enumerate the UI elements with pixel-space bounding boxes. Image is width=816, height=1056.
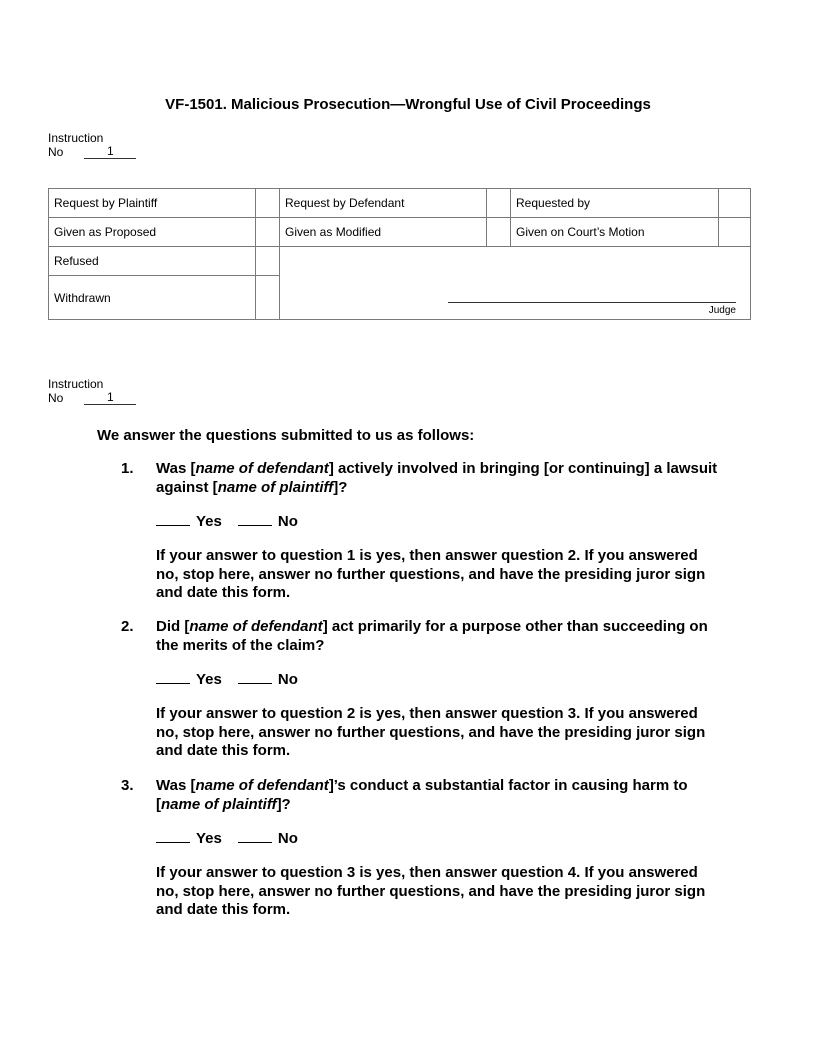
question-text: Was [name of defendant]’s conduct a substantial factor in causing harm to [name of plaintiff]? <box>156 777 688 813</box>
answer-choices-2 <box>156 671 298 688</box>
request-by-plaintiff-checkbox[interactable] <box>256 189 280 218</box>
given-as-proposed-label: Given as Proposed <box>49 218 256 247</box>
yes-label: Yes <box>196 513 222 530</box>
given-on-courts-motion-checkbox[interactable] <box>719 218 751 247</box>
question-number: 3. <box>121 777 134 794</box>
question-3 <box>121 777 721 814</box>
refused-label: Refused <box>49 247 256 276</box>
instruction-label: Instruction <box>48 377 104 391</box>
withdrawn-label: Withdrawn <box>49 276 256 320</box>
no-label: No <box>277 513 298 530</box>
yes-blank[interactable] <box>156 830 190 843</box>
instruction-no-field[interactable]: 1 <box>84 391 136 405</box>
document-title: VF-1501. Malicious Prosecution—Wrongful Use of Civil Proceedings <box>165 96 651 113</box>
requested-by-checkbox[interactable] <box>719 189 751 218</box>
question-1-instruction: If your answer to question 1 is yes, then answer question 2. If you answered no, stop here, answer no further questions, and have the presiding juror sign and date this form. <box>156 547 706 601</box>
question-2-instruction: If your answer to question 2 is yes, then answer question 3. If you answered no, stop here, answer no further questions, and have the presiding juror sign and date this form. <box>156 705 706 759</box>
given-as-modified-checkbox[interactable] <box>487 218 511 247</box>
instruction-number-block-bottom <box>48 377 136 405</box>
instruction-label: Instruction <box>48 131 104 145</box>
no-blank[interactable] <box>238 513 272 526</box>
judge-signature-area <box>280 247 751 320</box>
question-text: Did [name of defendant] act primarily for a purpose other than succeeding on the merits of the claim? <box>156 618 708 654</box>
answer-choices-1 <box>156 513 298 530</box>
question-1 <box>121 460 721 497</box>
request-by-defendant-checkbox[interactable] <box>487 189 511 218</box>
yes-label: Yes <box>196 671 222 688</box>
request-by-defendant-label: Request by Defendant <box>280 189 487 218</box>
no-label: No <box>277 830 298 847</box>
yes-label: Yes <box>196 830 222 847</box>
instruction-no-label: No <box>48 391 64 405</box>
requested-by-label: Requested by <box>511 189 719 218</box>
withdrawn-checkbox[interactable] <box>256 276 280 320</box>
question-text: Was [name of defendant] actively involved in bringing [or continuing] a lawsuit against [name of plaintiff]? <box>156 460 718 496</box>
answer-choices-3 <box>156 830 298 847</box>
question-number: 1. <box>121 460 134 477</box>
yes-blank[interactable] <box>156 513 190 526</box>
request-status-table <box>48 188 751 320</box>
question-3-instruction: If your answer to question 3 is yes, then answer question 4. If you answered no, stop here, answer no further questions, and have the presiding juror sign and date this form. <box>156 864 706 918</box>
judge-signature-line[interactable] <box>448 302 736 303</box>
judge-label: Judge <box>708 305 736 316</box>
question-number: 2. <box>121 618 134 635</box>
instruction-no-field[interactable]: 1 <box>84 145 136 159</box>
question-2 <box>121 618 721 655</box>
verdict-intro: We answer the questions submitted to us as follows: <box>97 427 475 444</box>
given-as-modified-label: Given as Modified <box>280 218 487 247</box>
given-on-courts-motion-label: Given on Court’s Motion <box>511 218 719 247</box>
refused-checkbox[interactable] <box>256 247 280 276</box>
request-by-plaintiff-label: Request by Plaintiff <box>49 189 256 218</box>
no-blank[interactable] <box>238 830 272 843</box>
given-as-proposed-checkbox[interactable] <box>256 218 280 247</box>
no-label: No <box>277 671 298 688</box>
yes-blank[interactable] <box>156 671 190 684</box>
instruction-no-label: No <box>48 145 64 159</box>
instruction-number-block-top <box>48 131 136 159</box>
no-blank[interactable] <box>238 671 272 684</box>
